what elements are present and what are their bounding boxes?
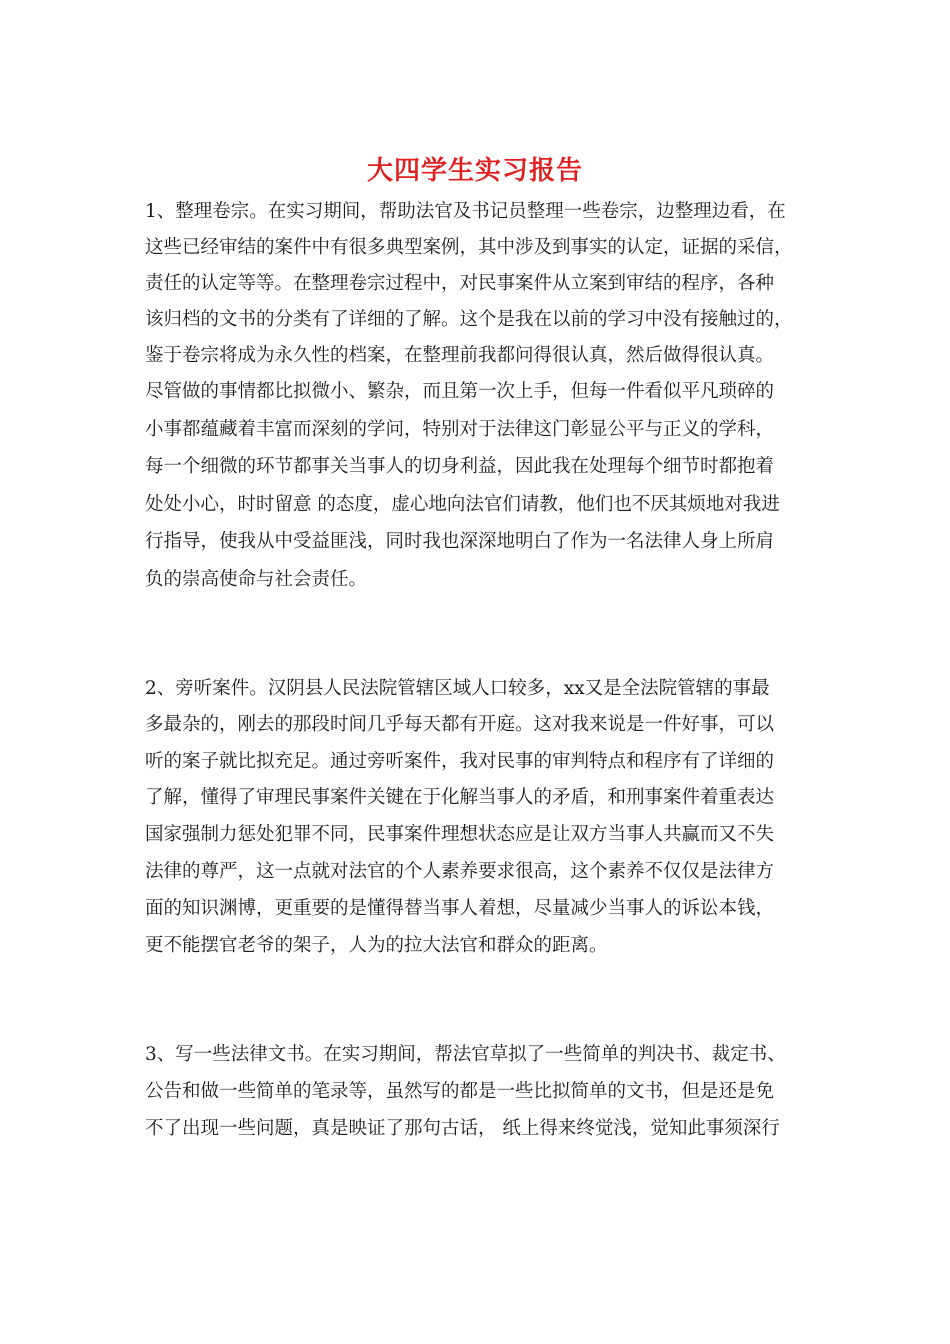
paragraph-line: 小事都蕴藏着丰富而深刻的学问，特别对于法律这门彰显公平与正义的学科， — [145, 419, 775, 440]
paragraph-line: 国家强制力惩处犯罪不同，民事案件理想状态应是让双方当事人共赢而又不失 — [145, 824, 775, 845]
paragraph-line: 该归档的文书的分类有了详细的了解。这个是我在以前的学习中没有接触过的， — [145, 309, 793, 330]
paragraph-line: 尽管做的事情都比拟微小、繁杂，而且第一次上手，但每一件看似平凡琐碎的 — [145, 381, 775, 402]
paragraph-line: 鉴于卷宗将成为永久性的档案，在整理前我都问得很认真，然后做得很认真。 — [145, 345, 775, 366]
paragraph-line: 2、旁听案件。汉阴县人民法院管辖区域人口较多，xx又是全法院管辖的事最 — [145, 678, 770, 699]
paragraph-line: 处处小心，时时留意 的态度，虚心地向法官们请教，他们也不厌其烦地对我进 — [145, 494, 780, 515]
paragraph-line: 3、写一些法律文书。在实习期间，帮法官草拟了一些简单的判决书、裁定书、 — [145, 1044, 786, 1065]
paragraph-line: 责任的认定等等。在整理卷宗过程中，对民事案件从立案到审结的程序，各种 — [145, 273, 775, 294]
paragraph-line: 多最杂的，刚去的那段时间几乎每天都有开庭。这对我来说是一件好事，可以 — [145, 714, 775, 735]
paragraph-line: 1、整理卷宗。在实习期间，帮助法官及书记员整理一些卷宗，边整理边看，在 — [145, 201, 786, 222]
paragraph-line: 每一个细微的环节都事关当事人的切身利益，因此我在处理每个细节时都抱着 — [145, 456, 775, 477]
paragraph-line: 负的崇高使命与社会责任。 — [145, 569, 368, 590]
paragraph-line: 面的知识渊博，更重要的是懂得替当事人着想，尽量减少当事人的诉讼本钱， — [145, 898, 775, 919]
paragraph-line: 行指导，使我从中受益匪浅，同时我也深深地明白了作为一名法律人身上所肩 — [145, 531, 775, 552]
paragraph-line: 法律的尊严，这一点就对法官的个人素养要求很高，这个素养不仅仅是法律方 — [145, 861, 775, 882]
paragraph-line: 更不能摆官老爷的架子，人为的拉大法官和群众的距离。 — [145, 935, 608, 956]
paragraph-line: 不了出现一些问题，真是映证了那句古话， 纸上得来终觉浅，觉知此事须深行 — [145, 1118, 780, 1139]
document-title: 大四学生实习报告 — [366, 156, 583, 186]
paragraph-line: 听的案子就比拟充足。通过旁听案件，我对民事的审判特点和程序有了详细的 — [145, 751, 775, 772]
paragraph-line: 公告和做一些简单的笔录等，虽然写的都是一些比拟简单的文书，但是还是免 — [145, 1081, 775, 1102]
paragraph-line: 这些已经审结的案件中有很多典型案例，其中涉及到事实的认定，证据的采信， — [145, 237, 793, 258]
paragraph-line: 了解，懂得了审理民事案件关键在于化解当事人的矛盾，和刑事案件着重表达 — [145, 787, 775, 808]
